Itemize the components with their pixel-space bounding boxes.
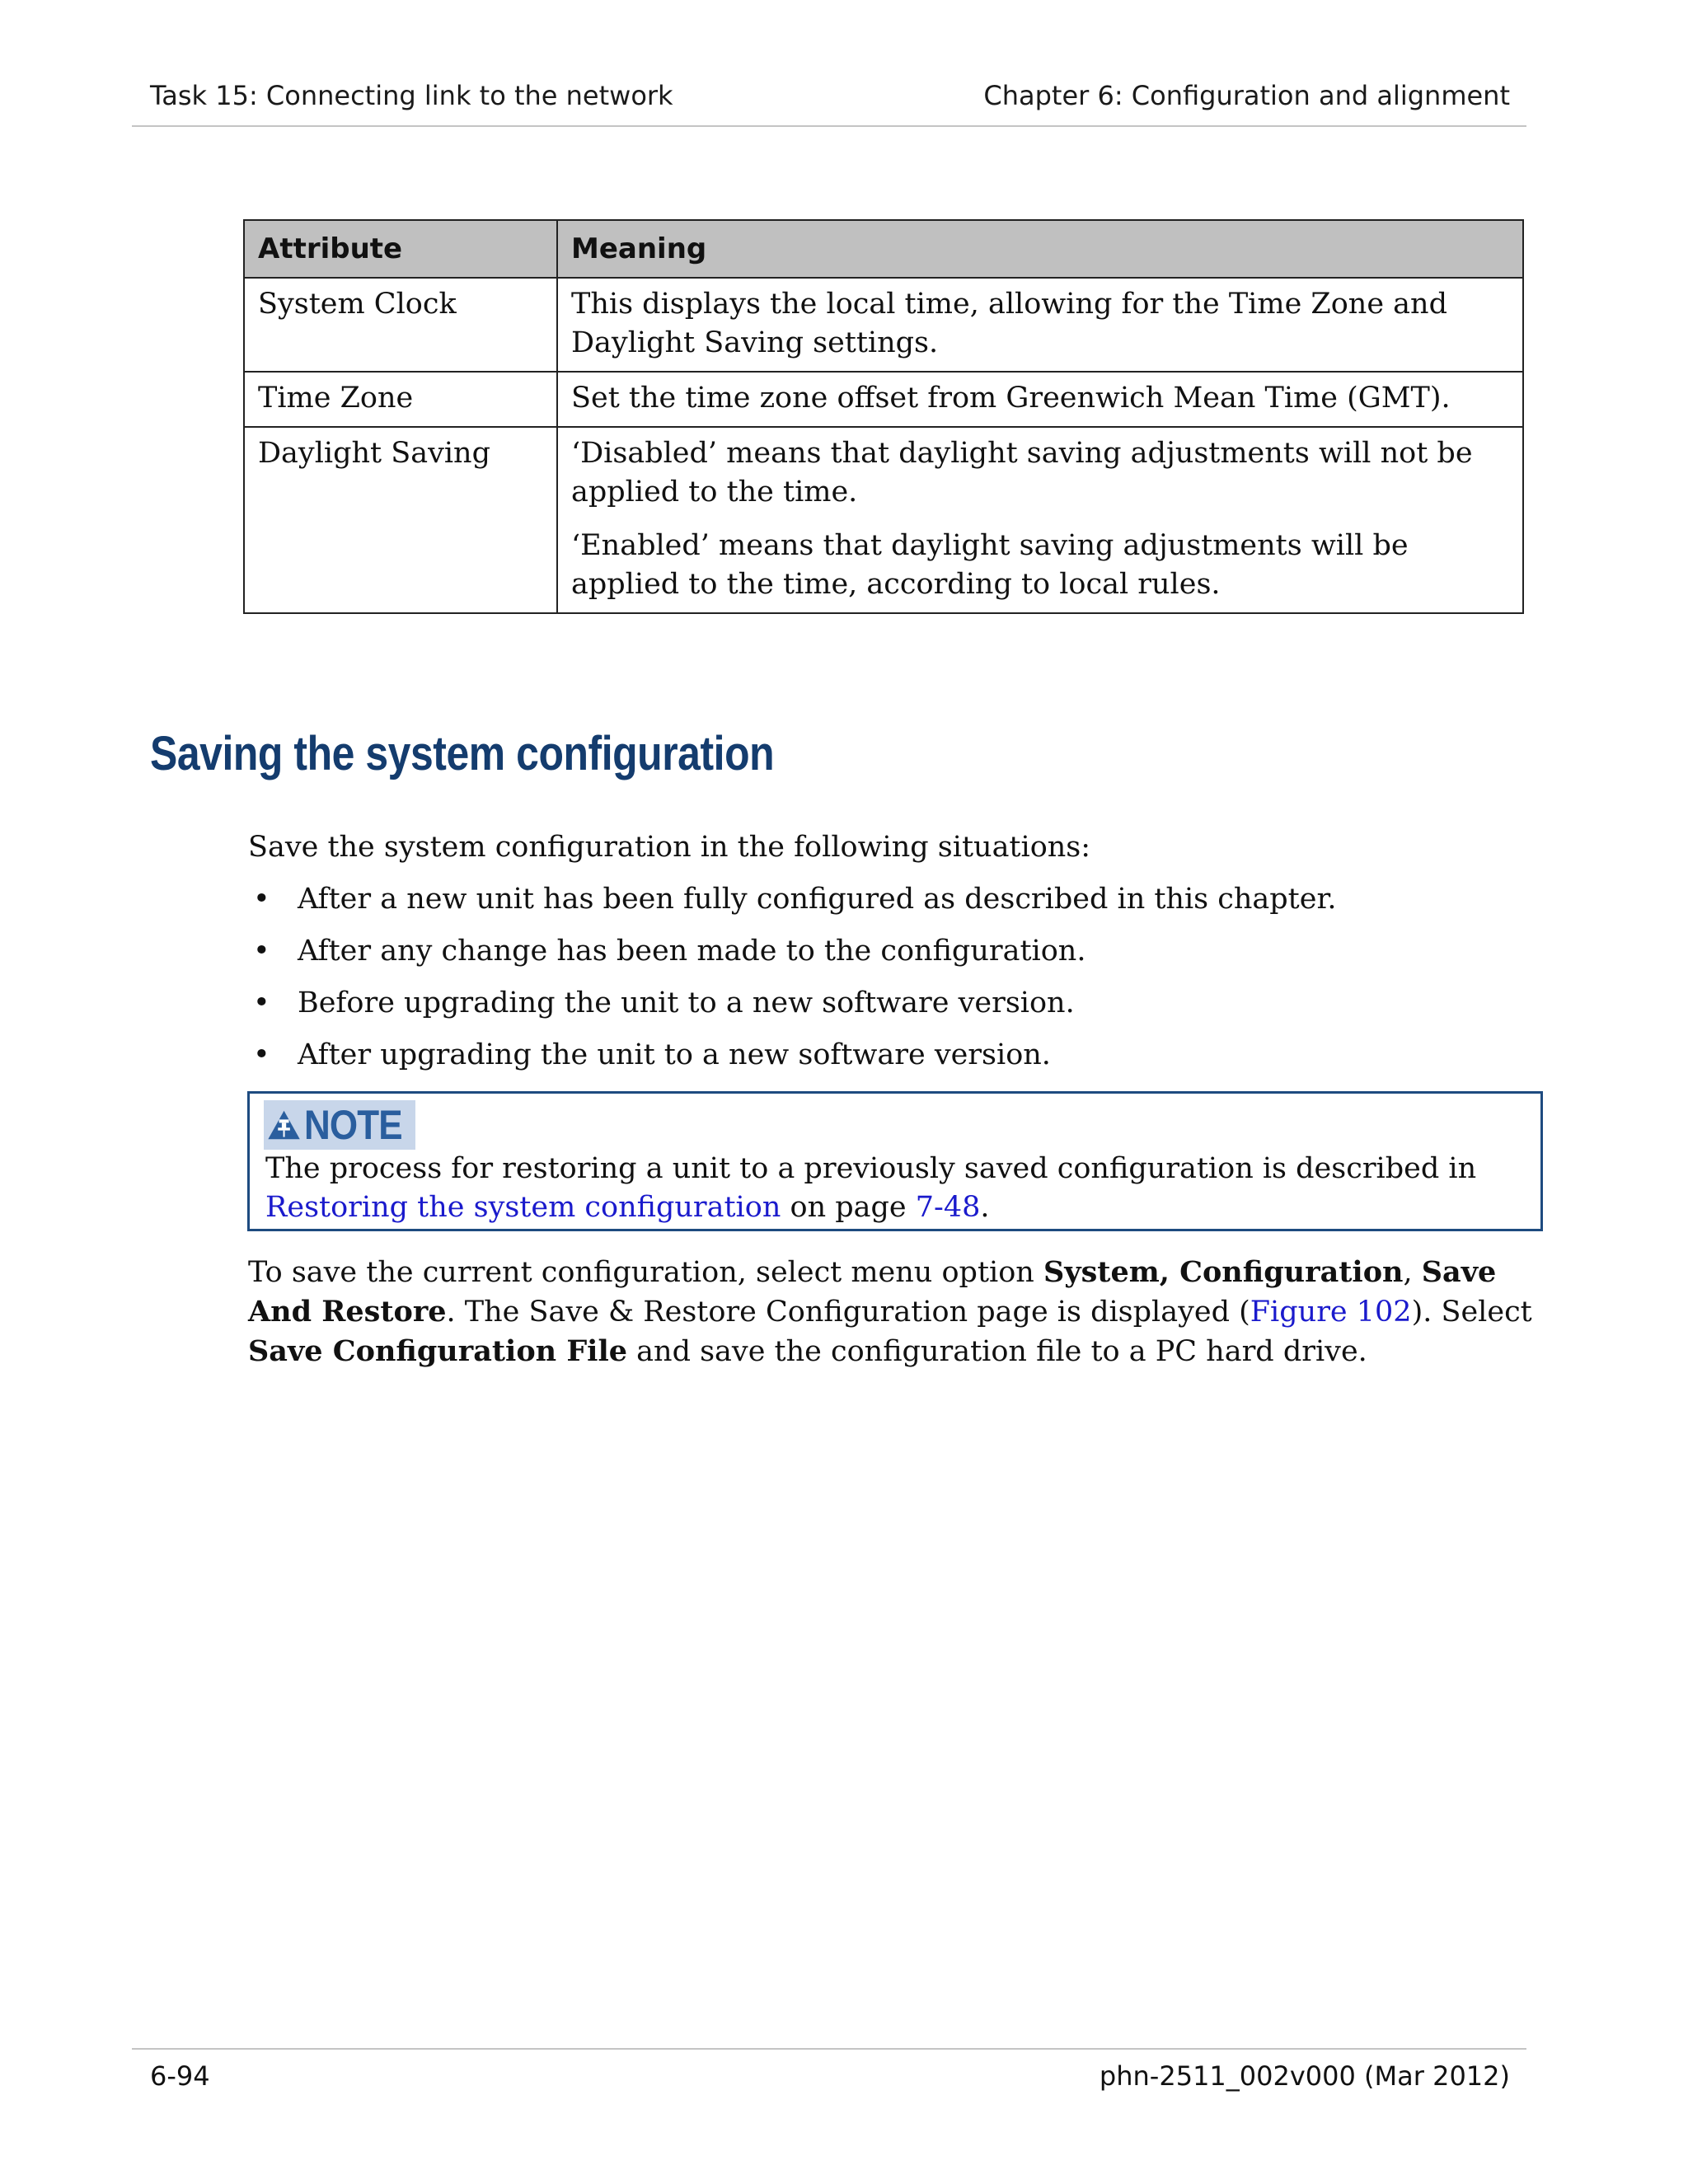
list-item bbox=[248, 984, 1534, 1036]
table-row bbox=[244, 427, 1523, 613]
table-header-meaning: Meaning bbox=[557, 220, 1523, 278]
paragraph-text: and save the configuration file to a PC hard drive. bbox=[627, 1335, 1367, 1368]
list-item-text: After upgrading the unit to a new software version. bbox=[298, 1038, 1051, 1071]
meaning-text: This displays the local time, allowing for the Time Zone and Daylight Saving settings. bbox=[571, 288, 1447, 359]
table-cell-attribute: Time Zone bbox=[244, 372, 557, 427]
bullet-icon: • bbox=[253, 935, 270, 968]
meaning-text: Set the time zone offset from Greenwich Mean Time (GMT). bbox=[571, 382, 1451, 415]
header-task-title: Task 15: Connecting link to the network bbox=[150, 80, 673, 111]
header-chapter-title: Chapter 6: Configuration and alignment bbox=[983, 80, 1510, 111]
button-name-text: Save Configuration File bbox=[248, 1334, 628, 1368]
restoring-config-link[interactable]: Restoring the system configuration bbox=[265, 1191, 781, 1224]
attribute-table bbox=[243, 219, 1524, 614]
bullet-icon: • bbox=[253, 883, 270, 916]
list-item-text: After any change has been made to the configuration. bbox=[298, 935, 1086, 968]
save-instructions-paragraph bbox=[248, 1253, 1534, 1371]
note-text-part: . bbox=[980, 1191, 990, 1224]
document-id: phn-2511_002v000 (Mar 2012) bbox=[1099, 2060, 1510, 2092]
table-header-row bbox=[244, 220, 1523, 278]
table-cell-meaning bbox=[557, 278, 1523, 372]
paragraph-text: , bbox=[1403, 1256, 1422, 1289]
page-ref-link[interactable]: 7-48 bbox=[915, 1191, 981, 1224]
bullet-icon: • bbox=[253, 987, 270, 1019]
list-item-text: After a new unit has been fully configured as described in this chapter. bbox=[298, 883, 1337, 916]
note-callout bbox=[247, 1091, 1543, 1231]
list-item-text: Before upgrading the unit to a new software version. bbox=[298, 987, 1075, 1019]
table-cell-attribute: Daylight Saving bbox=[244, 427, 557, 613]
list-item bbox=[248, 932, 1534, 984]
table-cell-attribute: System Clock bbox=[244, 278, 557, 372]
menu-path-text: System, Configuration bbox=[1043, 1255, 1404, 1289]
note-text-part: The process for restoring a unit to a previously saved configuration is described in bbox=[265, 1152, 1477, 1185]
paragraph-text: To save the current configuration, select menu option bbox=[248, 1256, 1043, 1289]
header-divider bbox=[132, 125, 1526, 127]
note-header bbox=[264, 1100, 415, 1150]
situations-list bbox=[248, 880, 1534, 1088]
note-text-part: on page bbox=[781, 1191, 916, 1224]
table-cell-meaning bbox=[557, 372, 1523, 427]
note-pin-icon bbox=[267, 1102, 301, 1148]
bullet-icon: • bbox=[253, 1038, 270, 1071]
note-text bbox=[265, 1150, 1535, 1227]
table-row bbox=[244, 278, 1523, 372]
intro-paragraph: Save the system configuration in the following situations: bbox=[248, 831, 1091, 864]
list-item bbox=[248, 1036, 1534, 1088]
meaning-text: ‘Enabled’ means that daylight saving adjustments will be applied to the time, according to local rules. bbox=[571, 529, 1409, 601]
table-cell-meaning bbox=[557, 427, 1523, 613]
paragraph-text: . The Save & Restore Configuration page is displayed ( bbox=[446, 1296, 1250, 1329]
meaning-text: ‘Disabled’ means that daylight saving adjustments will not be applied to the time. bbox=[571, 437, 1473, 509]
table-row bbox=[244, 372, 1523, 427]
list-item bbox=[248, 880, 1534, 932]
figure-ref-link[interactable]: Figure 102 bbox=[1250, 1296, 1412, 1329]
page-number: 6-94 bbox=[150, 2060, 210, 2092]
paragraph-text: ). Select bbox=[1411, 1296, 1532, 1329]
table-header-attribute: Attribute bbox=[244, 220, 557, 278]
footer-divider bbox=[132, 2048, 1526, 2050]
menu-option-text: Save And Restore bbox=[248, 1255, 1497, 1329]
note-label: NOTE bbox=[304, 1102, 402, 1148]
section-heading: Saving the system configuration bbox=[150, 727, 775, 780]
